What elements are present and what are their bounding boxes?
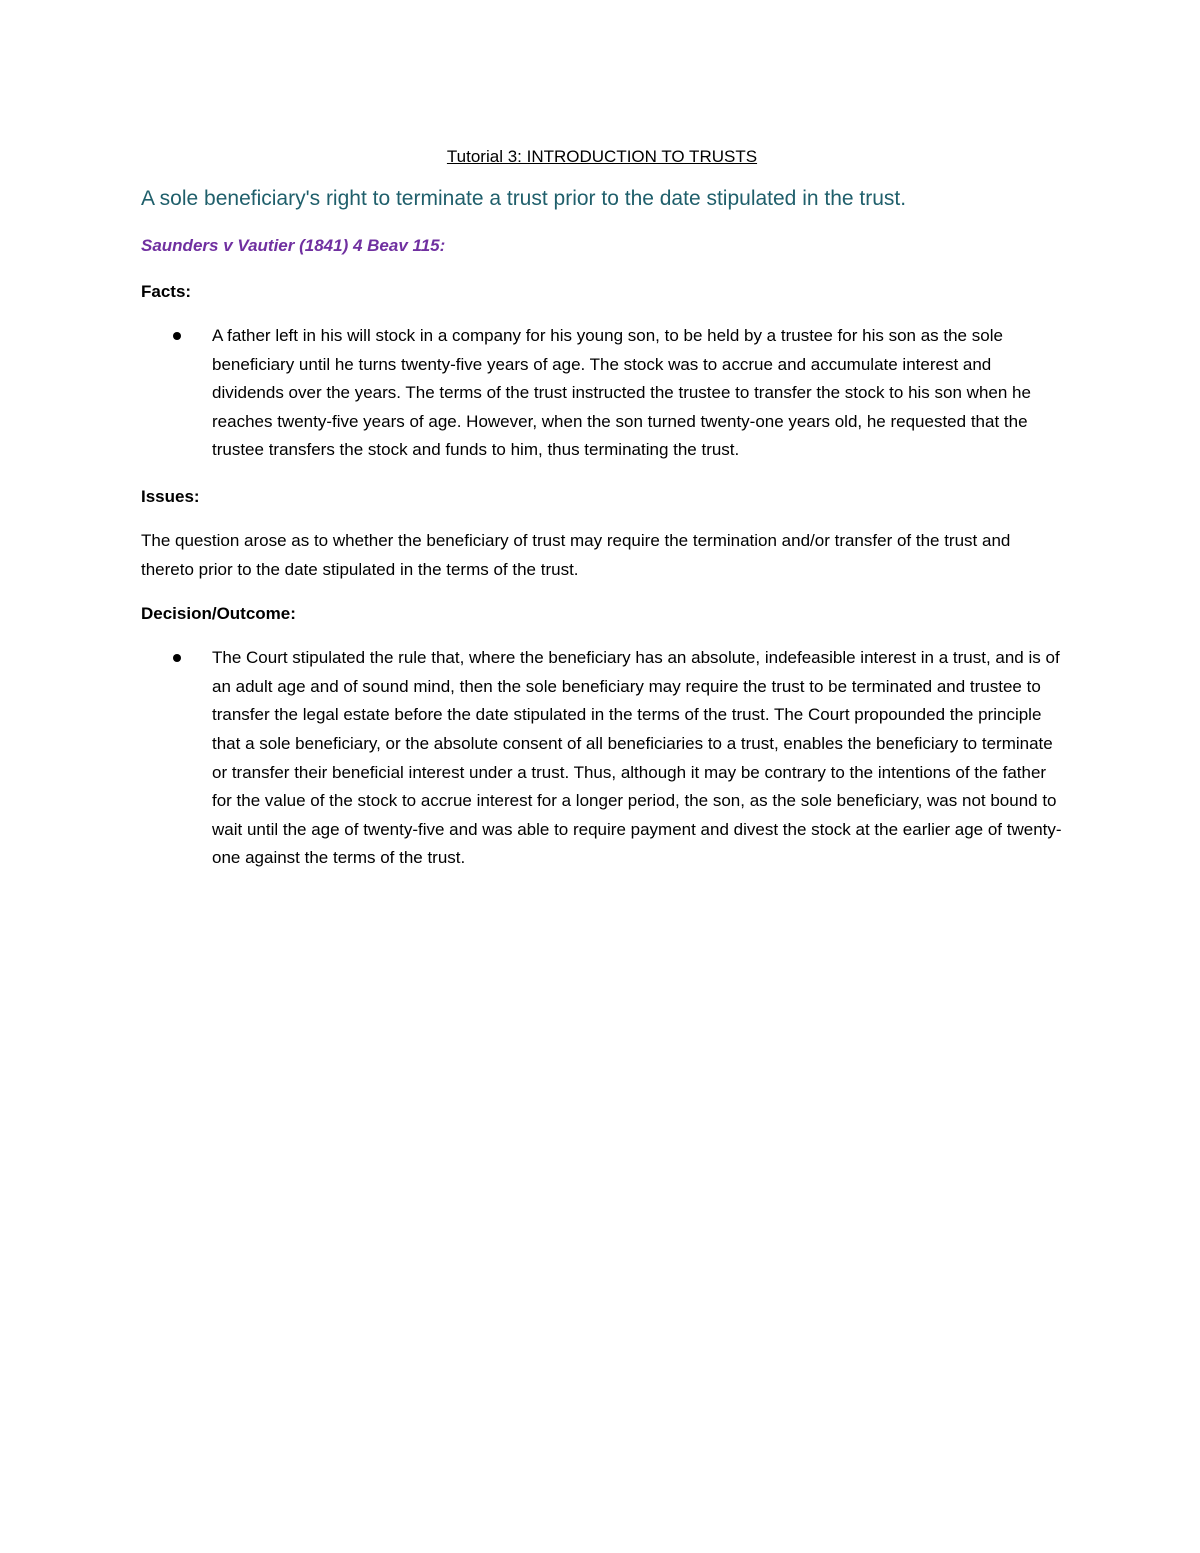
decision-list-item-text: The Court stipulated the rule that, where the beneficiary has an absolute, indefeasible interest in a trust, and is of an adult age and of sound mind, then the sole beneficiary may require the trust to be terminated and trustee to transfer the legal estate before the date stipulated in the terms of the trust. The Court propounded the principle that a sole beneficiary, or the absolute consent of all beneficiaries to a trust, enables the beneficiary to terminate or transfer their beneficial interest under a trust. Thus, although it may be contrary to the intentions of the father for the value of the stock to accrue interest for a longer period, the son, as the sole beneficiary, was not bound to wait until the age of twenty-five and was able to require payment and divest the stock at the earlier age of twenty-one against the terms of the trust.	[212, 648, 1062, 868]
decision-label: Decision/Outcome:	[141, 604, 296, 624]
decision-list	[141, 644, 1063, 873]
bullet-icon	[173, 332, 181, 340]
decision-list-item	[141, 644, 1063, 873]
document-title: Tutorial 3: INTRODUCTION TO TRUSTS	[446, 147, 758, 166]
issues-paragraph: The question arose as to whether the beneficiary of trust may require the termination and/or transfer of the trust and thereto prior to the date stipulated in the terms of the trust.	[141, 530, 1011, 579]
issues-label: Issues:	[141, 486, 200, 506]
case-citation: Saunders v Vautier (1841) 4 Beav 115:	[141, 236, 446, 255]
bullet-icon	[173, 654, 181, 662]
facts-list	[141, 322, 1063, 465]
facts-list-item	[141, 322, 1063, 465]
facts-label: Facts:	[141, 282, 192, 301]
facts-list-item-text: A father left in his will stock in a company for his young son, to be held by a trustee for his son as the sole beneficiary until he turns twenty-five years of age. The stock was to accrue and accumulate interest and dividends over the years. The terms of the trust instructed the trustee to transfer the stock to his son when he reaches twenty-five years of age. However, when the son turned twenty-one years old, he requested that the trustee transfers the stock and funds to him, thus terminating the trust.	[212, 326, 1031, 460]
document-content	[141, 144, 1063, 893]
section-heading: A sole beneficiary's right to terminate a trust prior to the date stipulated in the trust.	[141, 187, 907, 210]
